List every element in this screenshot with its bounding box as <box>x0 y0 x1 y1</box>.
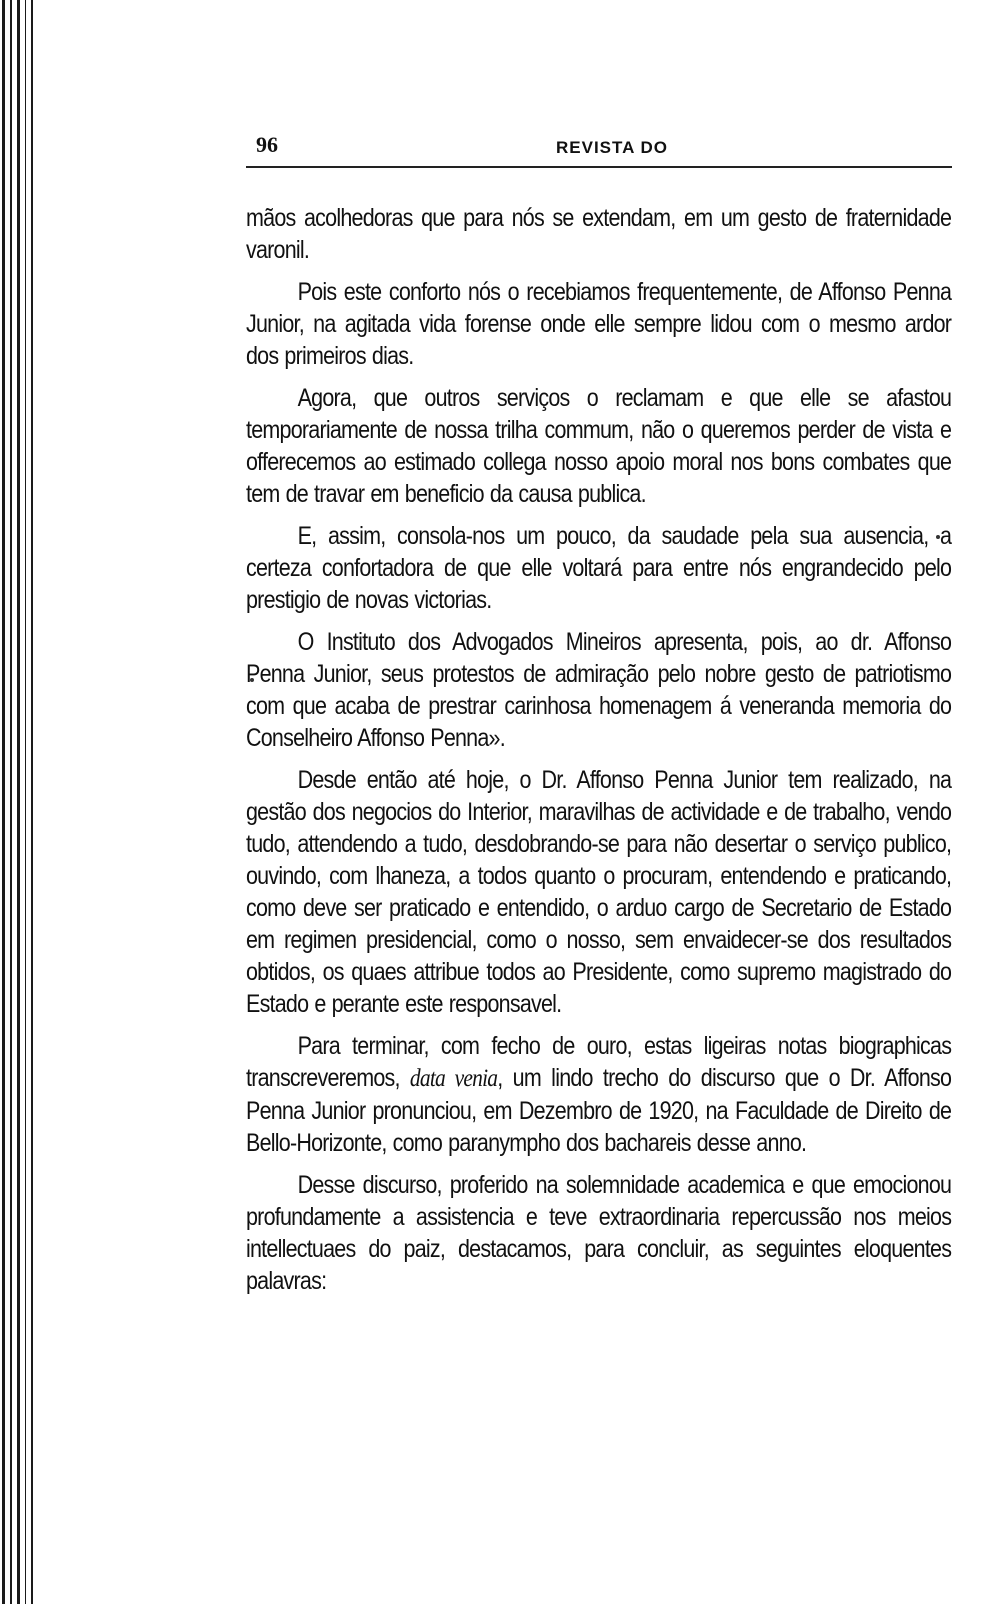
header-rule <box>246 166 952 168</box>
paragraph: E, assim, consola-nos um pouco, da saudade pela sua ausencia, a certeza confortadora de que elle voltará para entre nós engrandecido pelo prestigio de novas victorias. <box>246 522 952 614</box>
paragraph <box>246 1030 951 1159</box>
document-page <box>246 128 952 1307</box>
latin-phrase: data venia <box>409 1065 498 1092</box>
paragraph: Agora, que outros serviços o reclamam e que elle se afastou temporariamente de nossa trilha commum, não o queremos perder de vista e offerecemos ao estimado collega nosso apoio moral nos bons combates que tem de travar em beneficio da causa publica. <box>246 384 952 508</box>
page-number: 96 <box>256 132 278 157</box>
body-text <box>246 202 951 1297</box>
paragraph: Desde então até hoje, o Dr. Affonso Penna Junior tem realizado, na gestão dos negocios do Interior, maravilhas de actividade e de trabalho, vendo tudo, attendendo a tudo, desdobrando-se para não desertar o serviço publico, ouvindo, com lhaneza, a todos quanto o procuram, entendendo e praticando, como deve ser praticado e entendido, o arduo cargo de Secretario de Estado em regimen presidencial, como o nosso, sem envaidecer-se dos resultados obtidos, os quaes attribue todos ao Presidente, como supremo magistrado do Estado e perante este responsavel. <box>246 766 952 1018</box>
paragraph: mãos acolhedoras que para nós se extendam, em um gesto de fraternidade varonil. <box>246 204 952 264</box>
page-binding-edge <box>0 0 42 1604</box>
paragraph: Desse discurso, proferido na solemnidade academica e que emocionou profundamente a assistencia e teve extraordinaria repercussão nos meios intellectuaes do paiz, destacamos, para concluir, as seguintes eloquentes palavras: <box>246 1171 952 1295</box>
paragraph: Pois este conforto nós o recebiamos frequentemente, de Affonso Penna Junior, na agitada vida forense onde elle sempre lidou com o mesmo ardor dos primeiros dias. <box>246 278 952 370</box>
running-title: REVISTA DO <box>556 138 669 157</box>
paragraph-text: Para terminar, com fecho de ouro, estas ligeiras notas biographicas transcreveremos, <box>246 1032 952 1092</box>
paragraph: O Instituto dos Advogados Mineiros apresenta, pois, ao dr. Affonso Penna Junior, seus protestos de admiração pelo nobre gesto de patriotismo com que acaba de prestrar carinhosa homenagem á veneranda memoria do Conselheiro Affonso Penna». <box>246 628 952 752</box>
paragraph-text: , um lindo trecho do discurso que o Dr. Affonso Penna Junior pronunciou, em Dezembro de 1920, na Faculdade de Direito de Bello-Horizonte, como paranympho dos bachareis desse anno. <box>246 1064 952 1157</box>
running-header <box>246 128 952 164</box>
